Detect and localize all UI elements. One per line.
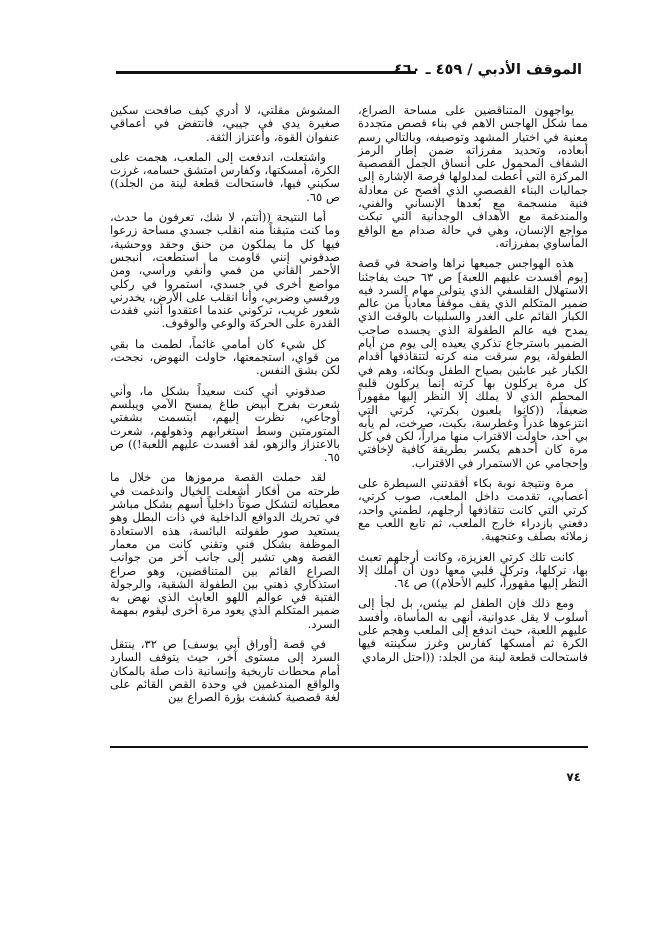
header-rule — [116, 71, 416, 74]
right-column — [358, 104, 588, 671]
paragraph: لقد حملت القصة مرموزها من خلال ما طرحته من أفكار أشعلت الخيال واندغمت في معطياته لتشكل صوتاً داخلياً أسهم بشكل مباشر في تحريك الدوافع الداخلية في ذات البطل وهو يستعيد صور طفولته البائسة، هذه الاستعادة الموظفة بشكل فني وتقني كانت من معمار القصة وهي تشير إلى جانب آخر من جوانب الصراع القائم بين المتناقضين، وهو صراع استذكاري ذهني بين الطفولة الشقية، والرجولة الفتية في عوالم اللهو العابث الذي نهض به ضمير المتكلم الذي يعود مرة أخرى ليقوم بمهمة السرد. — [110, 470, 340, 631]
paragraph: ومع ذلك فإن الطفل لم ييئس، بل لجأ إلى أسلوب لا يقل عدوانية، أنهى به المأساة، وأفسد عليهم اللعبة، حيث اندفع إلى الملعب وهجم على الكرة ثم أمسكها كفارس وغرز سكينته فيها فاستحالت قطعة لينة من الجلد: ((احتل الرمادي — [358, 596, 588, 664]
paragraph: أما النتيجة ((أنتم، لا شك، تعرفون ما حدث، وما كنت متيقناً منه انقلب جسدي مساحة زرعوا فيها كل ما يملكون من حنق وحقد ووحشية، صدقوني إنني قاومت ما استطعت، انبجس الأحمر القاني من فمي وأنفي ورأسي، ومن مواضع أخرى في جسدي، استمروا في ركلي ورفسي وضربي، وأنا انقلب على الأرض، يخدرني شعور غريب، تركوني عندما اعتقدوا أنني فقدت القدرة على الحركة والوعي والوقوف. — [110, 210, 340, 331]
footer-rule — [110, 746, 588, 748]
paragraph: هذه الهواجس جميعها نراها واضحة في قصة [يوم أفسدت عليهم اللعبة] ص ٦٣ حيث يفاجئنا الاستهلال القلسفي الذي يتولى مهام السرد فيه ضمير المتكلم الذي يقف موقفاً معادياً من عالم الكبار القائم على الغدر والسلبيات بالوقت الذي يمدح فيه عالم الطفولة الذي يجسده صاحب الضمير باسترجاع تذكري يعيده إلى يوم من أيام الطفولة، يوم سرقت منه كرته لتتقاذفها أقدام الكبار غير عابئين بصياح الطفل وبكائه، وهم في كل مرة يركلون بها كرته إنما يركلون قلبه المحطم الذي لا يملك إلا النظر إليها مقهوراً ضعيفاً، ((كانوا يلعبون بكرتي، كرتي التي انتزعوها غدراً وغطرسة، بكيت، صرخت، لم يأبه بي أحد، حاولت الاقتراب منها مراراً، لكن في كل مرة كان أحدهم يكسر بطريقة كافية لإخافتي وإحجامي عن الاستمرار في الاقتراب. — [358, 256, 588, 470]
left-column — [110, 104, 340, 711]
running-header — [116, 62, 582, 84]
paragraph: كانت تلك كرتي العزيزة، وكانت أرجلهم تعبث بها، تركلها، وتركل قلبي معها دون أن أملك إلا النظر إليها مقهوراً، كليم الأحلام)) ص ٦٤. — [358, 549, 588, 591]
article-body — [110, 104, 588, 732]
paragraph: المشوش مقلتي، لا أدري كيف صافحت سكين صغيرة يدي في جيبي، فانتفض في أعماقي عنفوان القوة، وأعتزاز الثقة. — [110, 103, 340, 144]
paragraph: يواجهون المتناقضين على مساحة الصراع، مما شكل الهاجس الاهم في بناء قصص متجددة معنية في اختيار المشهد وتوصيفه، وبالتالي رسم أبعاده، وتحديد مفرزاته ضمن إطار الرمز الشفاف المحمول على أنساق الجمل القصصية المركزة التي أعطت لمدلولها فرصة الإشارة إلى جماليات البناء القصصي الذي أفصح عن معادلة فنية منسجمة مع بُعدها الإنساني والفني، والمندغمة مع الأهداف الوجدانية التي تبكت مواجع الإنسان، وهي في حالة صدام مع الواقع المأساوي بمفرزاته. — [358, 103, 588, 250]
paragraph: واشتعلت، اندفعت إلى الملعب، هجمت على الكرة، أمسكتها، وكفارس امتشق حسامه، غرزت سكيني فيها، فاستحالت قطعة لينة من الجلد)) ص ٦٥. — [110, 149, 340, 204]
paragraph: مرة ونتيجة نوبة بكاء أفقدتني السيطرة على أعصابي، تقدمت داخل الملعب، صوب كرتي، كرتي التي كانت تتقاذفها أرجلهم، لطمني واحد، دفعني بازدراء خارج الملعب، ثم تابع اللعب مع زملائه بصلف وعنجهية. — [358, 476, 588, 544]
journal-title: الموقف الأدبي / ٤٥٩ ـ ٤٦٠ — [394, 62, 582, 78]
paragraph: صدقوني أني كنت سعيداً بشكل ما، وأني شعرت بفرح أبيض طاغ يمسح الآمي ويبلسم أوجاعي، نظرت إليهم، ابتسمت بشفتي المتورمتين وسط استغرابهم وذهولهم، شعرت بالاعتزاز والزهو، لقد أفسدت عليهم اللعبة!)) ص ٦٥. — [110, 383, 340, 465]
page-number: ٧٤ — [566, 770, 581, 784]
paragraph: في قصة [أوراق أبي يوسف] ص ٣٢، ينتقل السرد إلى مستوى آخر، حيث يتوقف السارد أمام محطات تاريخية وإنسانية ذات صلة بالمكان والواقع المندغمين في وحدة القص القائم على لغة قصصية كشفت بؤرة الصراع بين — [110, 636, 340, 705]
paragraph: كل شيء كان أمامي غائماً، لطمت ما بقي من قواي، استجمعتها، حاولت النهوض، نجحت، لكن بشق النفس. — [110, 336, 340, 378]
